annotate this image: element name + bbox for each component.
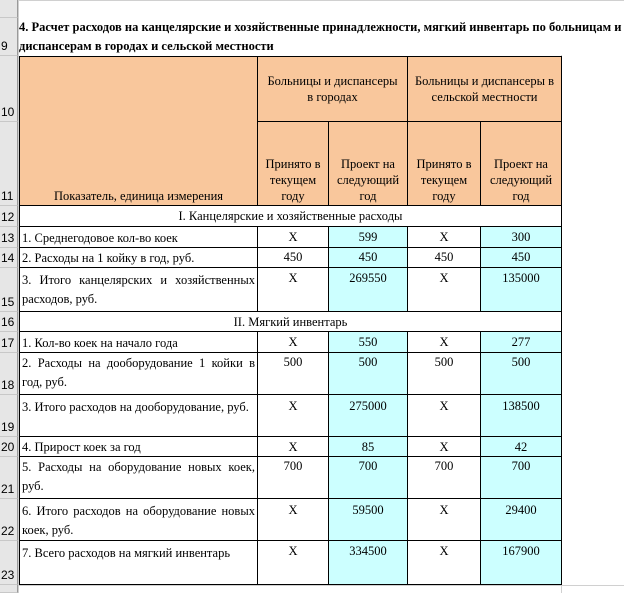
row-header[interactable]: 17 (0, 332, 18, 353)
indicator-header[interactable] (20, 57, 258, 206)
group-rural-label: Больницы и диспансеры в сельской местности (414, 74, 555, 104)
city-project-header[interactable] (329, 122, 408, 206)
table-cell[interactable]: Х (408, 499, 481, 541)
table-cell[interactable]: 334500 (329, 541, 408, 585)
grid-line (18, 585, 624, 586)
row-label[interactable]: 1. Среднегодовое кол-во коек (20, 227, 258, 248)
table-cell[interactable]: 700 (329, 457, 408, 499)
row-label[interactable]: 2. Расходы на 1 койку в год, руб. (20, 248, 258, 268)
table-cell[interactable]: 300 (481, 227, 562, 248)
row-header[interactable] (0, 585, 18, 593)
table-cell[interactable]: 450 (329, 248, 408, 268)
table-cell[interactable]: 500 (481, 353, 562, 395)
table-cell[interactable]: 59500 (329, 499, 408, 541)
indicator-header-label: Показатель, единица измерения (53, 189, 224, 203)
accepted-label: Принято в текущем году (265, 157, 321, 203)
table-cell[interactable]: 135000 (481, 268, 562, 312)
table-cell[interactable]: Х (258, 499, 329, 541)
city-accepted-header[interactable] (258, 122, 329, 206)
row-label[interactable]: 5. Расходы на оборудование новых коек, руб. (20, 457, 258, 499)
row-label[interactable]: 1. Кол-во коек на начало года (20, 332, 258, 353)
table-cell[interactable]: 450 (481, 248, 562, 268)
table-cell[interactable]: Х (258, 332, 329, 353)
row-header[interactable]: 19 (0, 395, 18, 437)
page-title: 4. Расчет расходов на канцелярские и хозяйственные принадлежности, мягкий инвентарь по больницам и диспансерам в городах и сельской местности (19, 20, 622, 53)
table-cell[interactable]: 167900 (481, 541, 562, 585)
project-label: Проект на следующий год (336, 157, 400, 203)
row-header[interactable]: 11 (0, 122, 18, 206)
group-city-label: Больницы и диспансеры в городах (267, 74, 398, 104)
row-header[interactable]: 16 (0, 312, 18, 332)
row-header[interactable]: 20 (0, 437, 18, 457)
row-header[interactable]: 14 (0, 248, 18, 268)
table-cell[interactable]: 500 (258, 353, 329, 395)
rural-accepted-header[interactable] (408, 122, 481, 206)
table-cell[interactable]: 700 (481, 457, 562, 499)
table-cell[interactable]: Х (408, 395, 481, 437)
row-header[interactable]: 12 (0, 206, 18, 227)
table-cell[interactable]: Х (258, 395, 329, 437)
row-label[interactable]: 4. Прирост коек за год (20, 437, 258, 457)
table-cell[interactable]: 700 (408, 457, 481, 499)
table-cell[interactable]: Х (408, 541, 481, 585)
project-label: Проект на следующий год (489, 157, 553, 203)
row-header[interactable]: 15 (0, 268, 18, 312)
grid-line (18, 0, 624, 1)
table-cell[interactable]: 500 (408, 353, 481, 395)
row-label[interactable]: 6. Итого расходов на оборудование новых коек, руб. (20, 499, 258, 541)
row-header[interactable]: 9 (0, 18, 18, 56)
row-label[interactable]: 3. Итого канцелярских и хозяйственных расходов, руб. (20, 268, 258, 312)
group-city-header[interactable] (258, 57, 408, 122)
table-cell[interactable]: 269550 (329, 268, 408, 312)
section-heading[interactable] (20, 206, 562, 227)
table-cell[interactable]: 42 (481, 437, 562, 457)
table-cell[interactable]: 500 (329, 353, 408, 395)
table-cell[interactable]: 277 (481, 332, 562, 353)
table-cell[interactable]: 275000 (329, 395, 408, 437)
table-cell[interactable]: Х (408, 227, 481, 248)
table-cell[interactable]: Х (408, 437, 481, 457)
section-heading-label: I. Канцелярские и хозяйственные расходы (178, 209, 403, 223)
table-cell[interactable]: Х (408, 332, 481, 353)
section-heading[interactable] (20, 312, 562, 332)
row-header[interactable] (0, 0, 18, 18)
table-cell[interactable]: 138500 (481, 395, 562, 437)
row-label[interactable]: 3. Итого расходов на дооборудование, руб. (20, 395, 258, 437)
rural-project-header[interactable] (481, 122, 562, 206)
table-cell[interactable]: 550 (329, 332, 408, 353)
row-header[interactable]: 18 (0, 353, 18, 395)
accepted-label: Принято в текущем году (416, 157, 472, 203)
row-header[interactable]: 10 (0, 56, 18, 122)
row-label[interactable]: 7. Всего расходов на мягкий инвентарь (20, 541, 258, 585)
table-cell[interactable]: 450 (408, 248, 481, 268)
table-cell[interactable]: Х (258, 227, 329, 248)
table-cell[interactable]: Х (258, 437, 329, 457)
table-cell[interactable]: 700 (258, 457, 329, 499)
table-cell[interactable]: 450 (258, 248, 329, 268)
group-rural-header[interactable] (408, 57, 562, 122)
table-cell[interactable]: Х (408, 268, 481, 312)
table-cell[interactable]: 85 (329, 437, 408, 457)
table-cell[interactable]: Х (258, 268, 329, 312)
table-cell[interactable]: Х (258, 541, 329, 585)
row-header[interactable]: 21 (0, 457, 18, 499)
row-header[interactable]: 13 (0, 227, 18, 248)
row-header[interactable]: 22 (0, 499, 18, 541)
table-cell[interactable]: 29400 (481, 499, 562, 541)
section-heading-label: II. Мягкий инвентарь (233, 315, 348, 329)
row-label[interactable]: 2. Расходы на дооборудование 1 койки в год, руб. (20, 353, 258, 395)
row-header[interactable]: 23 (0, 541, 18, 585)
table-cell[interactable]: 599 (329, 227, 408, 248)
